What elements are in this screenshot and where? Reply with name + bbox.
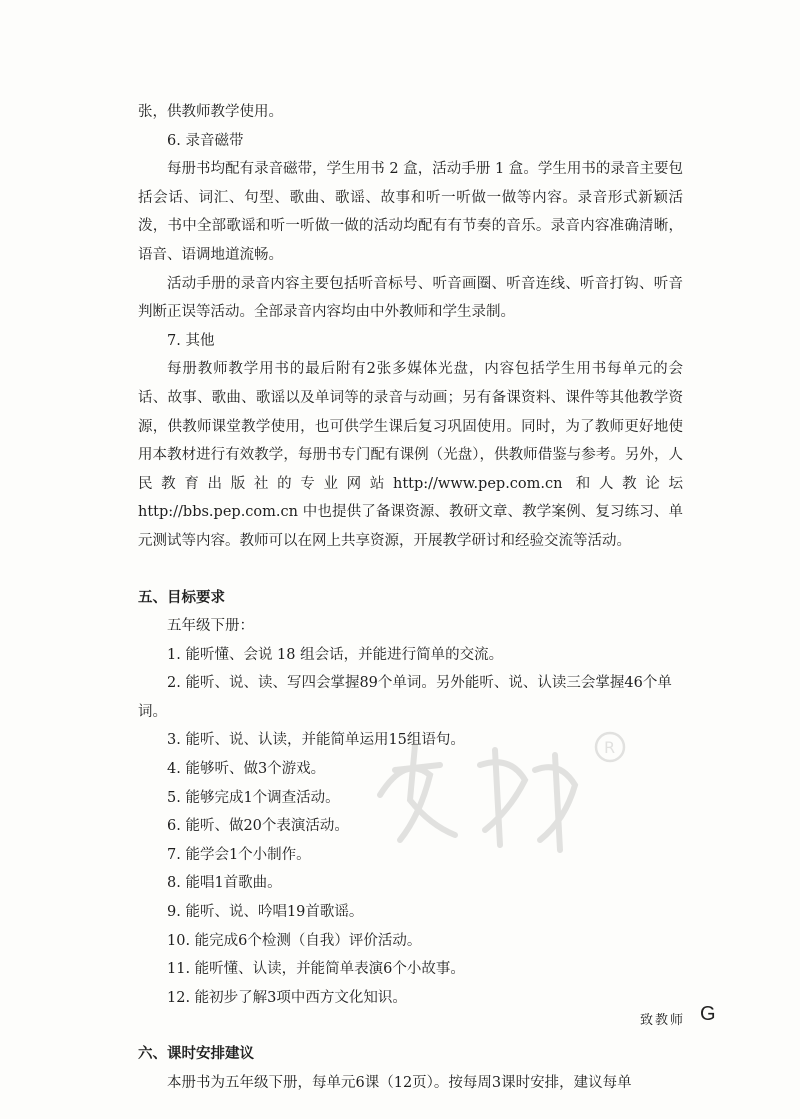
goal-item: 10. 能完成6个检测（自我）评价活动。 xyxy=(167,932,422,949)
section-7-paragraph: 每册教师教学用书的最后附有2张多媒体光盘，内容包括学生用书每单元的会话、故事、歌曲、歌谣以及单词等的录音与动画；另有备课资料、课件等其他教学资源，供教师课堂教学使用，也可供学生课后复习巩固使用。同时，为了教师更好地使用本教材进行有效教学，每册书专门配有课例（光盘），供教师借鉴与参考。另外，人民教育出版社的专业网站http://www.pep.com.cn 和人教论坛http://bbs.pep.com.cn 中也提供了备课资源、教研文章、教学案例、复习练习、单元测试等内容。教师可以在网上共享资源，开展教学研讨和经验交流等活动。 xyxy=(138,361,683,549)
goal-item: 6. 能听、做20个表演活动。 xyxy=(167,818,349,835)
page-letter: G xyxy=(700,1003,716,1025)
goal-item: 7. 能学会1个小制作。 xyxy=(167,846,311,863)
section-6-title: 6. 录音磁带 xyxy=(167,132,244,149)
body-text xyxy=(138,98,686,1098)
goal-item: 1. 能听懂、会说 18 组会话，并能进行简单的交流。 xyxy=(167,646,504,663)
goal-item: 8. 能唱1首歌曲。 xyxy=(167,875,282,892)
continuation-line: 张，供教师教学使用。 xyxy=(138,104,283,120)
grade-label: 五年级下册： xyxy=(167,618,254,635)
goals-heading: 五、目标要求 xyxy=(138,589,225,606)
goal-item: 4. 能够听、做3个游戏。 xyxy=(167,761,326,778)
section-6-paragraph-2: 活动手册的录音内容主要包括听音标号、听音画圈、听音连线、听音打钩、听音判断正误等活动。全部录音内容均由中外教师和学生录制。 xyxy=(138,275,683,321)
goal-item: 11. 能听懂、认读，并能简单表演6个小故事。 xyxy=(167,961,465,978)
footer-section-label: 致教师 xyxy=(640,1013,686,1028)
section-6-paragraph-1: 每册书均配有录音磁带，学生用书 2 盒，活动手册 1 盒。学生用书的录音主要包括会话、词汇、句型、歌曲、歌谣、故事和听一听做一做等内容。录音形式新颖活泼，书中全部歌谣和听一听做一做的活动均配有有节奏的音乐。录音内容准确清晰，语音、语调地道流畅。 xyxy=(138,161,683,263)
goal-item: 5. 能够完成1个调查活动。 xyxy=(167,789,340,806)
section-7-title: 7. 其他 xyxy=(167,332,215,349)
schedule-heading: 六、课时安排建议 xyxy=(138,1046,254,1063)
goal-item: 9. 能听、说、吟唱19首歌谣。 xyxy=(167,904,364,921)
schedule-paragraph: 本册书为五年级下册，每单元6课（12页）。按每周3课时安排，建议每单 xyxy=(167,1075,632,1091)
goal-item: 3. 能听、说、认读，并能简单运用15组语句。 xyxy=(167,732,465,749)
goal-item: 2. 能听、说、读、写四会掌握89个单词。另外能听、说、认读三会掌握46个单词。 xyxy=(138,675,672,720)
svg-text:R: R xyxy=(604,738,616,757)
goal-item: 12. 能初步了解3项中西方文化知识。 xyxy=(167,989,407,1006)
